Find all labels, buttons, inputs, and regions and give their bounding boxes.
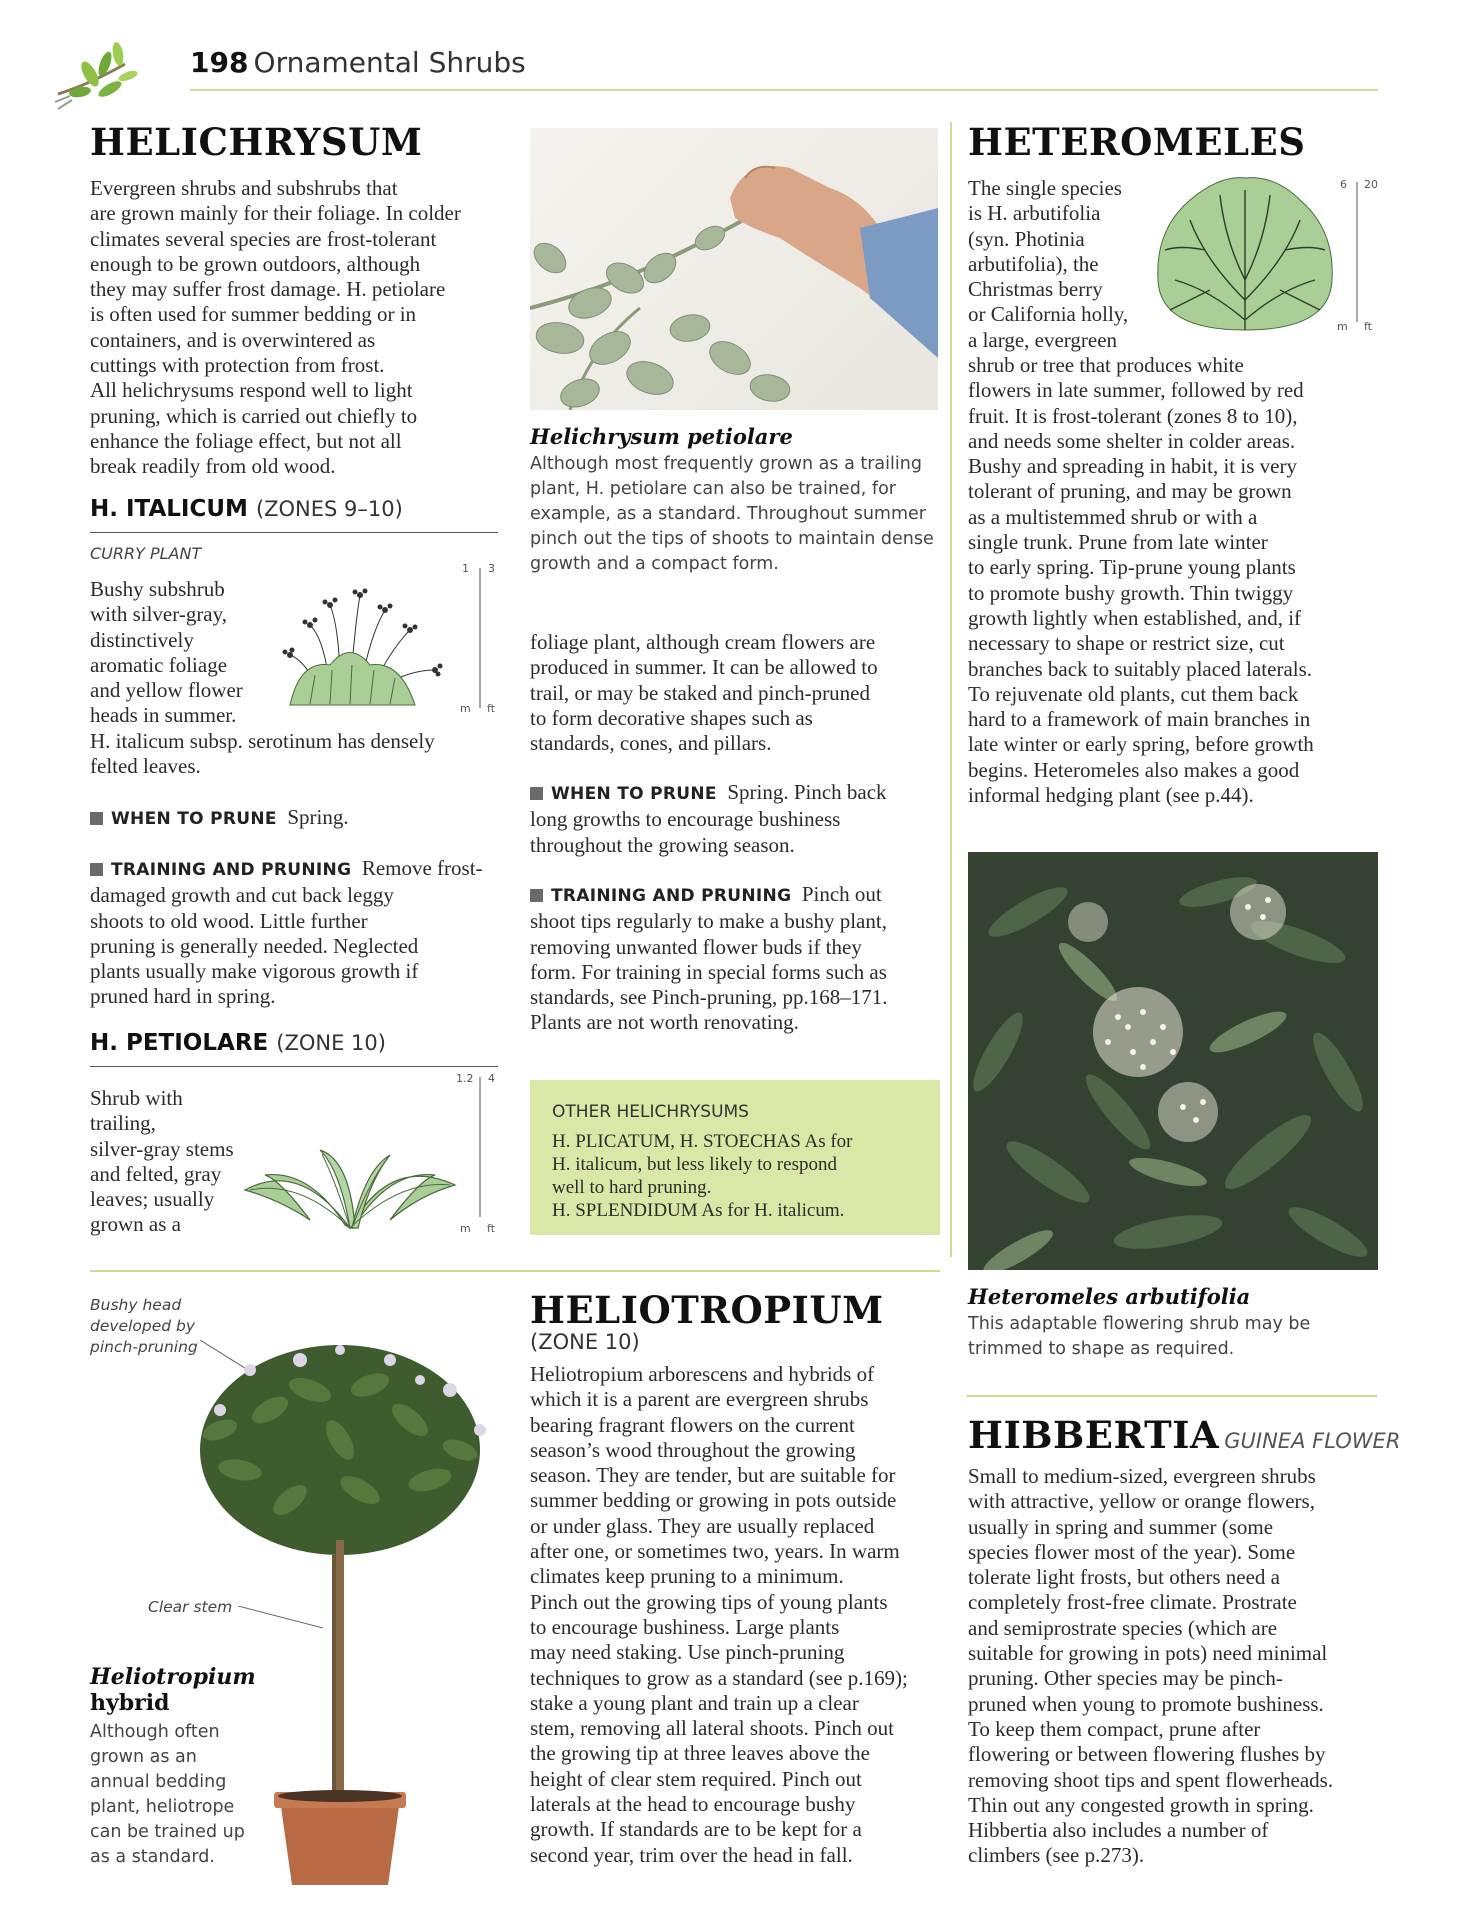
heteromeles-scale-ft: 20 xyxy=(1364,178,1378,191)
petiolare-heading: H. PETIOLARE (ZONE 10) xyxy=(90,1030,386,1056)
italicum-scale-bar xyxy=(479,568,481,708)
heliotropium-zone: (ZONE 10) xyxy=(530,1330,640,1354)
petiolare-description: Shrub with trailing, silver-gray stems and felted, gray leaves; usually grown as a xyxy=(90,1086,234,1237)
bullet-square-icon xyxy=(530,787,543,800)
section-title: Ornamental Shrubs xyxy=(253,46,526,79)
page-number: 198 xyxy=(190,46,249,79)
label-bushy-head: Bushy head developed by pinch-pruning xyxy=(90,1296,198,1356)
helichrysum-intro: Evergreen shrubs and subshrubs that are grown mainly for their foliage. In colder climates several species are frost-tolerant enough to be grown outdoors, although they may suffer frost damage. H. petiolare is often used for summer bedding or in containers, and is overwintered as cuttings with protection from frost. All helichrysums respond well to light pruning, which is carried out chiefly to enhance the foliage effect, but not all break readily from old wood. xyxy=(90,176,461,479)
hibbertia-title: HIBBERTIA xyxy=(968,1413,1220,1457)
column-divider xyxy=(950,122,952,1257)
helichrysum-photo-caption-title: Helichrysum petiolare xyxy=(530,424,793,449)
petiolare-when-to-prune: WHEN TO PRUNE Spring. Pinch back long growths to encourage bushiness throughout the growing season. xyxy=(530,780,887,857)
heteromeles-intro: The single species is H. arbutifolia (syn. Photinia arbutifolia), the Christmas berry or California holly, a large, evergreen xyxy=(968,176,1129,352)
italicum-heading: H. ITALICUM (ZONES 9–10) xyxy=(90,496,403,522)
petiolare-unit-ft: ft xyxy=(487,1222,495,1235)
header-rule xyxy=(190,89,1378,91)
label-clear-stem: Clear stem xyxy=(148,1598,233,1616)
petiolare-scale-bar xyxy=(479,1077,481,1217)
helichrysum-title: HELICHRYSUM xyxy=(90,120,423,164)
petiolare-unit-m: m xyxy=(460,1222,471,1235)
heteromeles-body: shrub or tree that produces white flowers in late summer, followed by red fruit. It is frost-tolerant (zones 8 to 10), and needs some shelter in colder areas. Bushy and spreading in habit, it is very tolerant of pruning, and may be grown as a multistemmed shrub or with a single trunk. Prune from late winter to early spring. Tip-prune young plants to promote bushy growth. Thin twiggy growth lightly when established, and, if necessary to shape or restrict size, cut branches back to suitably placed laterals. To rejuvenate old plants, cut them back hard to a framework of main branches in late winter or early spring, before growth begins. Heteromeles also makes a good informal hedging plant (see p.44). xyxy=(968,353,1314,808)
petiolare-rule xyxy=(90,1066,498,1067)
heliotrope-caption-title: Heliotropium hybrid xyxy=(90,1664,256,1716)
heteromeles-arbutifolia-photo xyxy=(968,852,1378,1270)
petiolare-scale-ft: 4 xyxy=(488,1072,495,1085)
italicum-common-name: CURRY PLANT xyxy=(90,544,202,563)
petiolare-training: TRAINING AND PRUNING Pinch out shoot tips regularly to make a bushy plant, removing unwanted flower buds if they form. For training in special forms such as standards, see Pinch-pruning, pp.168–171. Plants are not worth renovating. xyxy=(530,882,888,1035)
italicum-scale-ft: 3 xyxy=(488,562,495,575)
italicum-scale-m: 1 xyxy=(462,562,469,575)
helichrysum-petiolare-photo xyxy=(530,128,938,410)
header-sprig-icon xyxy=(50,34,140,124)
other-box-title: OTHER HELICHRYSUMS xyxy=(552,1102,749,1122)
petiolare-scale-m: 1.2 xyxy=(456,1072,474,1085)
heteromeles-scale-bar xyxy=(1356,182,1358,322)
italicum-training: TRAINING AND PRUNING Remove frost- damaged growth and cut back leggy shoots to old wood. Little further pruning is generally needed. Neglected plants usually make vigorous growth if pruned hard in spring. xyxy=(90,856,483,1009)
section-rule-right xyxy=(967,1395,1377,1397)
italicum-plant-illustration xyxy=(270,580,470,715)
page-header xyxy=(190,46,526,79)
heliotrope-caption: Although often grown as an annual bedding plant, heliotrope can be trained up as a standard. xyxy=(90,1722,245,1867)
heteromeles-photo-caption: This adaptable flowering shrub may be trimmed to shape as required. xyxy=(968,1314,1311,1359)
bullet-square-icon xyxy=(90,863,103,876)
italicum-description: Bushy subshrub with silver-gray, distinctively aromatic foliage and yellow flower heads in summer. H. italicum subsp. serotinum has densely felted leaves. xyxy=(90,577,435,779)
petiolare-plant-illustration xyxy=(240,1140,460,1235)
section-rule-left xyxy=(90,1270,940,1272)
heliotropium-body: Heliotropium arborescens and hybrids of which it is a parent are evergreen shrubs bearing fragrant flowers on the current season’s wood throughout the growing season. They are tender, but are suitable for summer bedding or growing in pots outside or under glass. They are usually replaced after one, or sometimes two, years. In warm climates keep pruning to a minimum. Pinch out the growing tips of young plants to encourage bushiness. Large plants may need staking. Use pinch-pruning techniques to grow as a standard (see p.169); stake a young plant and train up a clear stem, removing all lateral shoots. Pinch out the growing tip at three leaves above the height of clear stem required. Pinch out laterals at the head to encourage bushy growth. If standards are to be kept for a second year, trim over the head in fall. xyxy=(530,1362,908,1867)
italicum-unit-ft: ft xyxy=(487,702,495,715)
italicum-unit-m: m xyxy=(460,702,471,715)
heteromeles-unit-ft: ft xyxy=(1364,320,1372,333)
other-box-body: H. PLICATUM, H. STOECHAS As for H. italicum, but less likely to respond well to hard pruning. H. SPLENDIDUM As for H. italicum. xyxy=(552,1131,853,1221)
other-helichrysums-box xyxy=(530,1080,940,1235)
italicum-when-to-prune: WHEN TO PRUNE Spring. xyxy=(90,805,510,832)
heteromeles-plant-illustration xyxy=(1150,170,1340,335)
bullet-square-icon xyxy=(90,812,103,825)
hibbertia-common-name: GUINEA FLOWER xyxy=(1224,1429,1401,1453)
bullet-square-icon xyxy=(530,889,543,902)
helichrysum-photo-caption: Although most frequently grown as a trailing plant, H. petiolare can also be trained, for example, as a standard. Throughout summer pinch out the tips of shoots to maintain dense growth and a compact form. xyxy=(530,454,934,574)
heteromeles-unit-m: m xyxy=(1337,320,1348,333)
hibbertia-body: Small to medium-sized, evergreen shrubs with attractive, yellow or orange flowers, usually in spring and summer (some species flower most of the year). Some tolerate light frosts, but others need a completely frost-free climate. Prostrate and semiprostrate species (which are suitable for growing in pots) need minimal pruning. Other species may be pinch- pruned when young to promote bushiness. To keep them compact, prune after flowering or between flowering flushes by removing shoot tips and spent flowerheads. Thin out any congested growth in spring. Hibbertia also includes a number of climbers (see p.273). xyxy=(968,1464,1334,1868)
heteromeles-scale-m: 6 xyxy=(1340,178,1347,191)
heliotropium-title: HELIOTROPIUM xyxy=(530,1288,884,1332)
italicum-rule xyxy=(90,532,498,533)
heteromeles-title: HETEROMELES xyxy=(968,120,1306,164)
heteromeles-photo-caption-title: Heteromeles arbutifolia xyxy=(968,1284,1251,1309)
hibbertia-heading xyxy=(968,1413,1400,1457)
petiolare-continued: foliage plant, although cream flowers are produced in summer. It can be allowed to trail, or may be staked and pinch-pruned to form decorative shapes such as standards, cones, and pillars. xyxy=(530,630,878,756)
